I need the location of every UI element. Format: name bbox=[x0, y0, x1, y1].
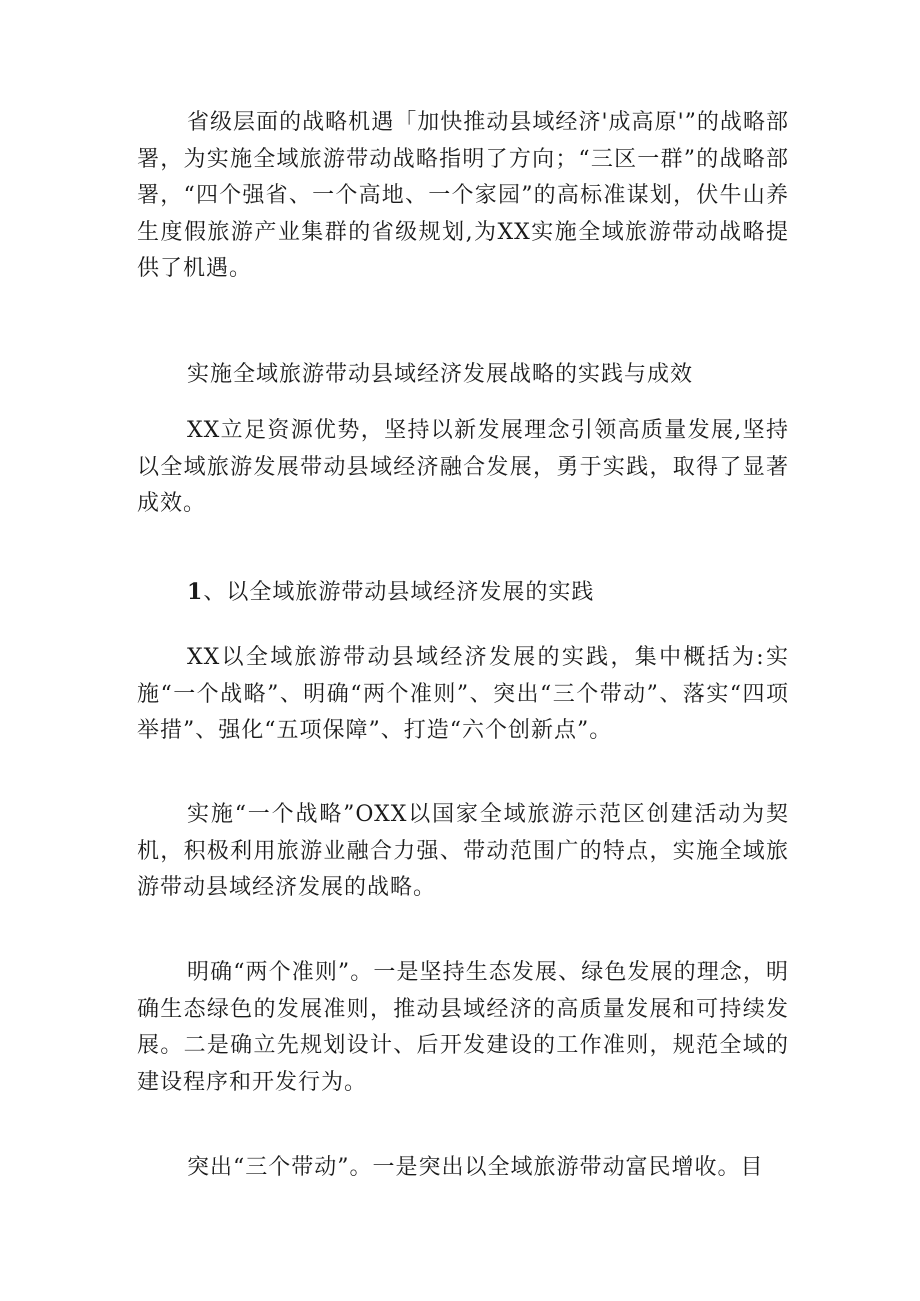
section-heading-1 bbox=[137, 574, 789, 612]
paragraph-practice-summary: XX以全域旅游带动县域经济发展的实践，集中概括为:实施“一个战略”、明确“两个准则”、突出“三个带动”、落实“四项举措”、强化“五项保障”、打造“六个创新点”。 bbox=[137, 645, 789, 743]
section-heading-number: 1 bbox=[187, 579, 204, 605]
paragraph-resource-advantage: XX立足资源优势，坚持以新发展理念引领高质量发展,坚持以全域旅游发展带动县域经济融合发展，勇于实践，取得了显著成效。 bbox=[137, 418, 789, 516]
paragraph-one-strategy: 实施“一个战略”OXX以国家全域旅游示范区创建活动为契机，积极利用旅游业融合力强、带动范围广的特点，实施全域旅游带动县域经济发展的战略。 bbox=[137, 802, 789, 900]
paragraph-three-drivers: 突出“三个带动”。一是突出以全域旅游带动富民增收。目 bbox=[187, 1155, 764, 1180]
section-heading-text: 、以全域旅游带动县域经济发展的实践 bbox=[203, 580, 595, 605]
paragraph-strategic-opportunity: 省级层面的战略机遇「加快推动县域经济'成高原'”的战略部署，为实施全域旅游带动战略指明了方向；“三区一群”的战略部署，“四个强省、一个高地、一个家园”的高标准谋划，伏牛山养生度假旅游产业集群的省级规划,为XX实施全域旅游带动战略提供了机遇。 bbox=[137, 110, 789, 281]
heading-practice-and-results: 实施全域旅游带动县域经济发展战略的实践与成效 bbox=[187, 362, 694, 387]
paragraph-two-principles: 明确“两个准则”。一是坚持生态发展、绿色发展的理念，明确生态绿色的发展准则，推动县域经济的高质量发展和可持续发展。二是确立先规划设计、后开发建设的工作准则，规范全域的建设程序和开发行为。 bbox=[137, 960, 789, 1095]
